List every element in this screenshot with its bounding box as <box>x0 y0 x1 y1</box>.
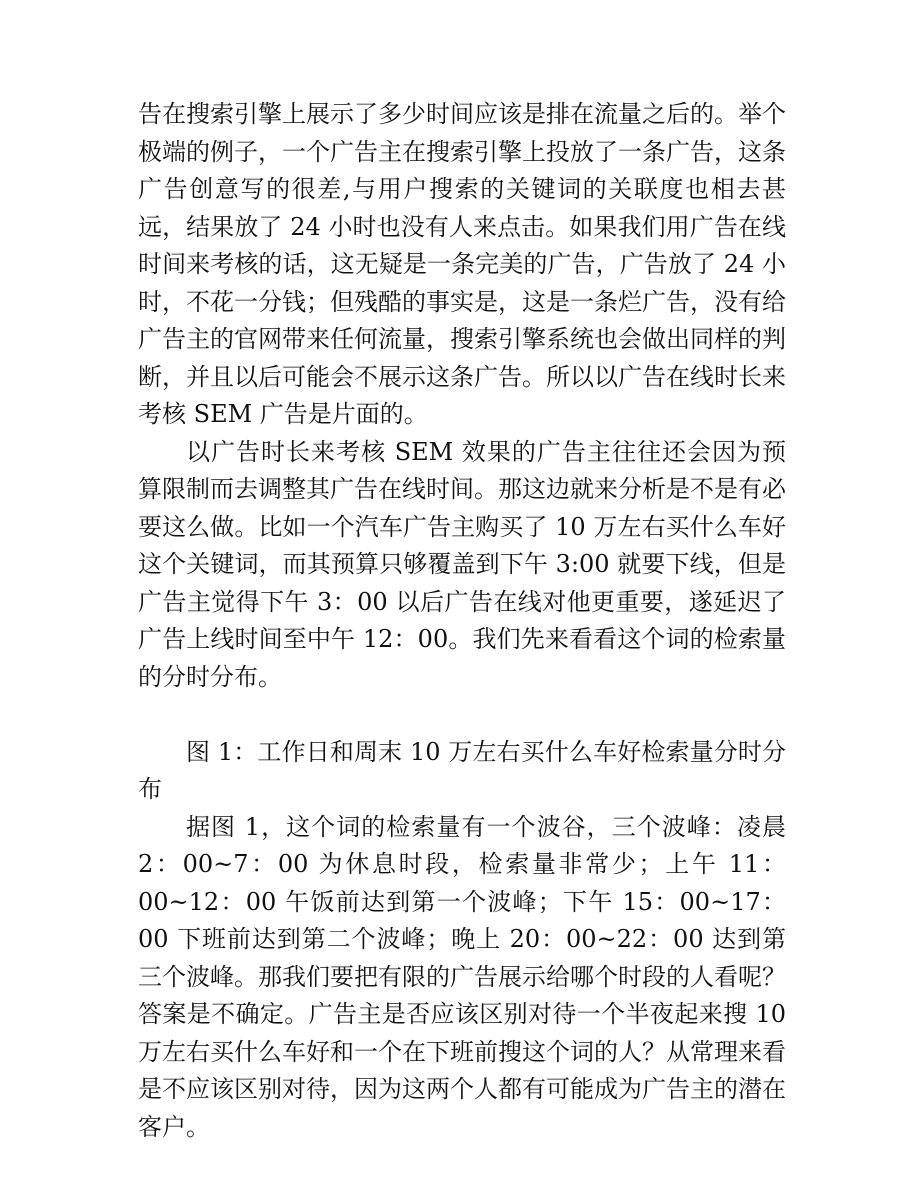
paragraph-search-volume-analysis: 据图 1，这个词的检索量有一个波谷，三个波峰：凌晨 2：00~7：00 为休息时段，检索量非常少；上午 11：00~12：00 午饭前达到第一个波峰；下午 15：00~17：00 下班前达到第二个波峰；晚上 20：00~22：00 达到第三个波峰。那我们要把有限的广告展示给哪个时段的人看呢？答案是不确定。广告主是否应该区别对待一个半夜起来搜 10 万左右买什么车好和一个在下班前搜这个词的人？从常理来看是不应该区别对待，因为这两个人都有可能成为广告主的潜在客户。 <box>138 812 786 1141</box>
paragraph-ad-duration-vs-traffic: 告在搜索引擎上展示了多少时间应该是排在流量之后的。举个极端的例子，一个广告主在搜索引擎上投放了一条广告，这条广告创意写的很差,与用户搜索的关键词的关联度也相去甚远，结果放了 24 小时也没有人来点击。如果我们用广告在线时间来考核的话，这无疑是一条完美的广告，广告放了 24 小时，不花一分钱；但残酷的事实是，这是一条烂广告，没有给广告主的官网带来任何流量，搜索引擎系统也会做出同样的判断，并且以后可能会不展示这条广告。所以以广告在线时长来考核 SEM 广告是片面的。 <box>138 100 786 428</box>
figure-placeholder-space <box>138 696 786 734</box>
paragraph-budget-adjustment: 以广告时长来考核 SEM 效果的广告主往往还会因为预算限制而去调整其广告在线时间。那这边就来分析是不是有必要这么做。比如一个汽车广告主购买了 10 万左右买什么车好这个关键词，而其预算只够覆盖到下午 3:00 就要下线，但是广告主觉得下午 3：00 以后广告在线对他更重要，遂延迟了广告上线时间至中午 12：00。我们先来看看这个词的检索量的分时分布。 <box>138 437 786 691</box>
figure-caption: 图 1：工作日和周末 10 万左右买什么车好检索量分时分布 <box>138 737 786 803</box>
document-body <box>138 96 786 1146</box>
